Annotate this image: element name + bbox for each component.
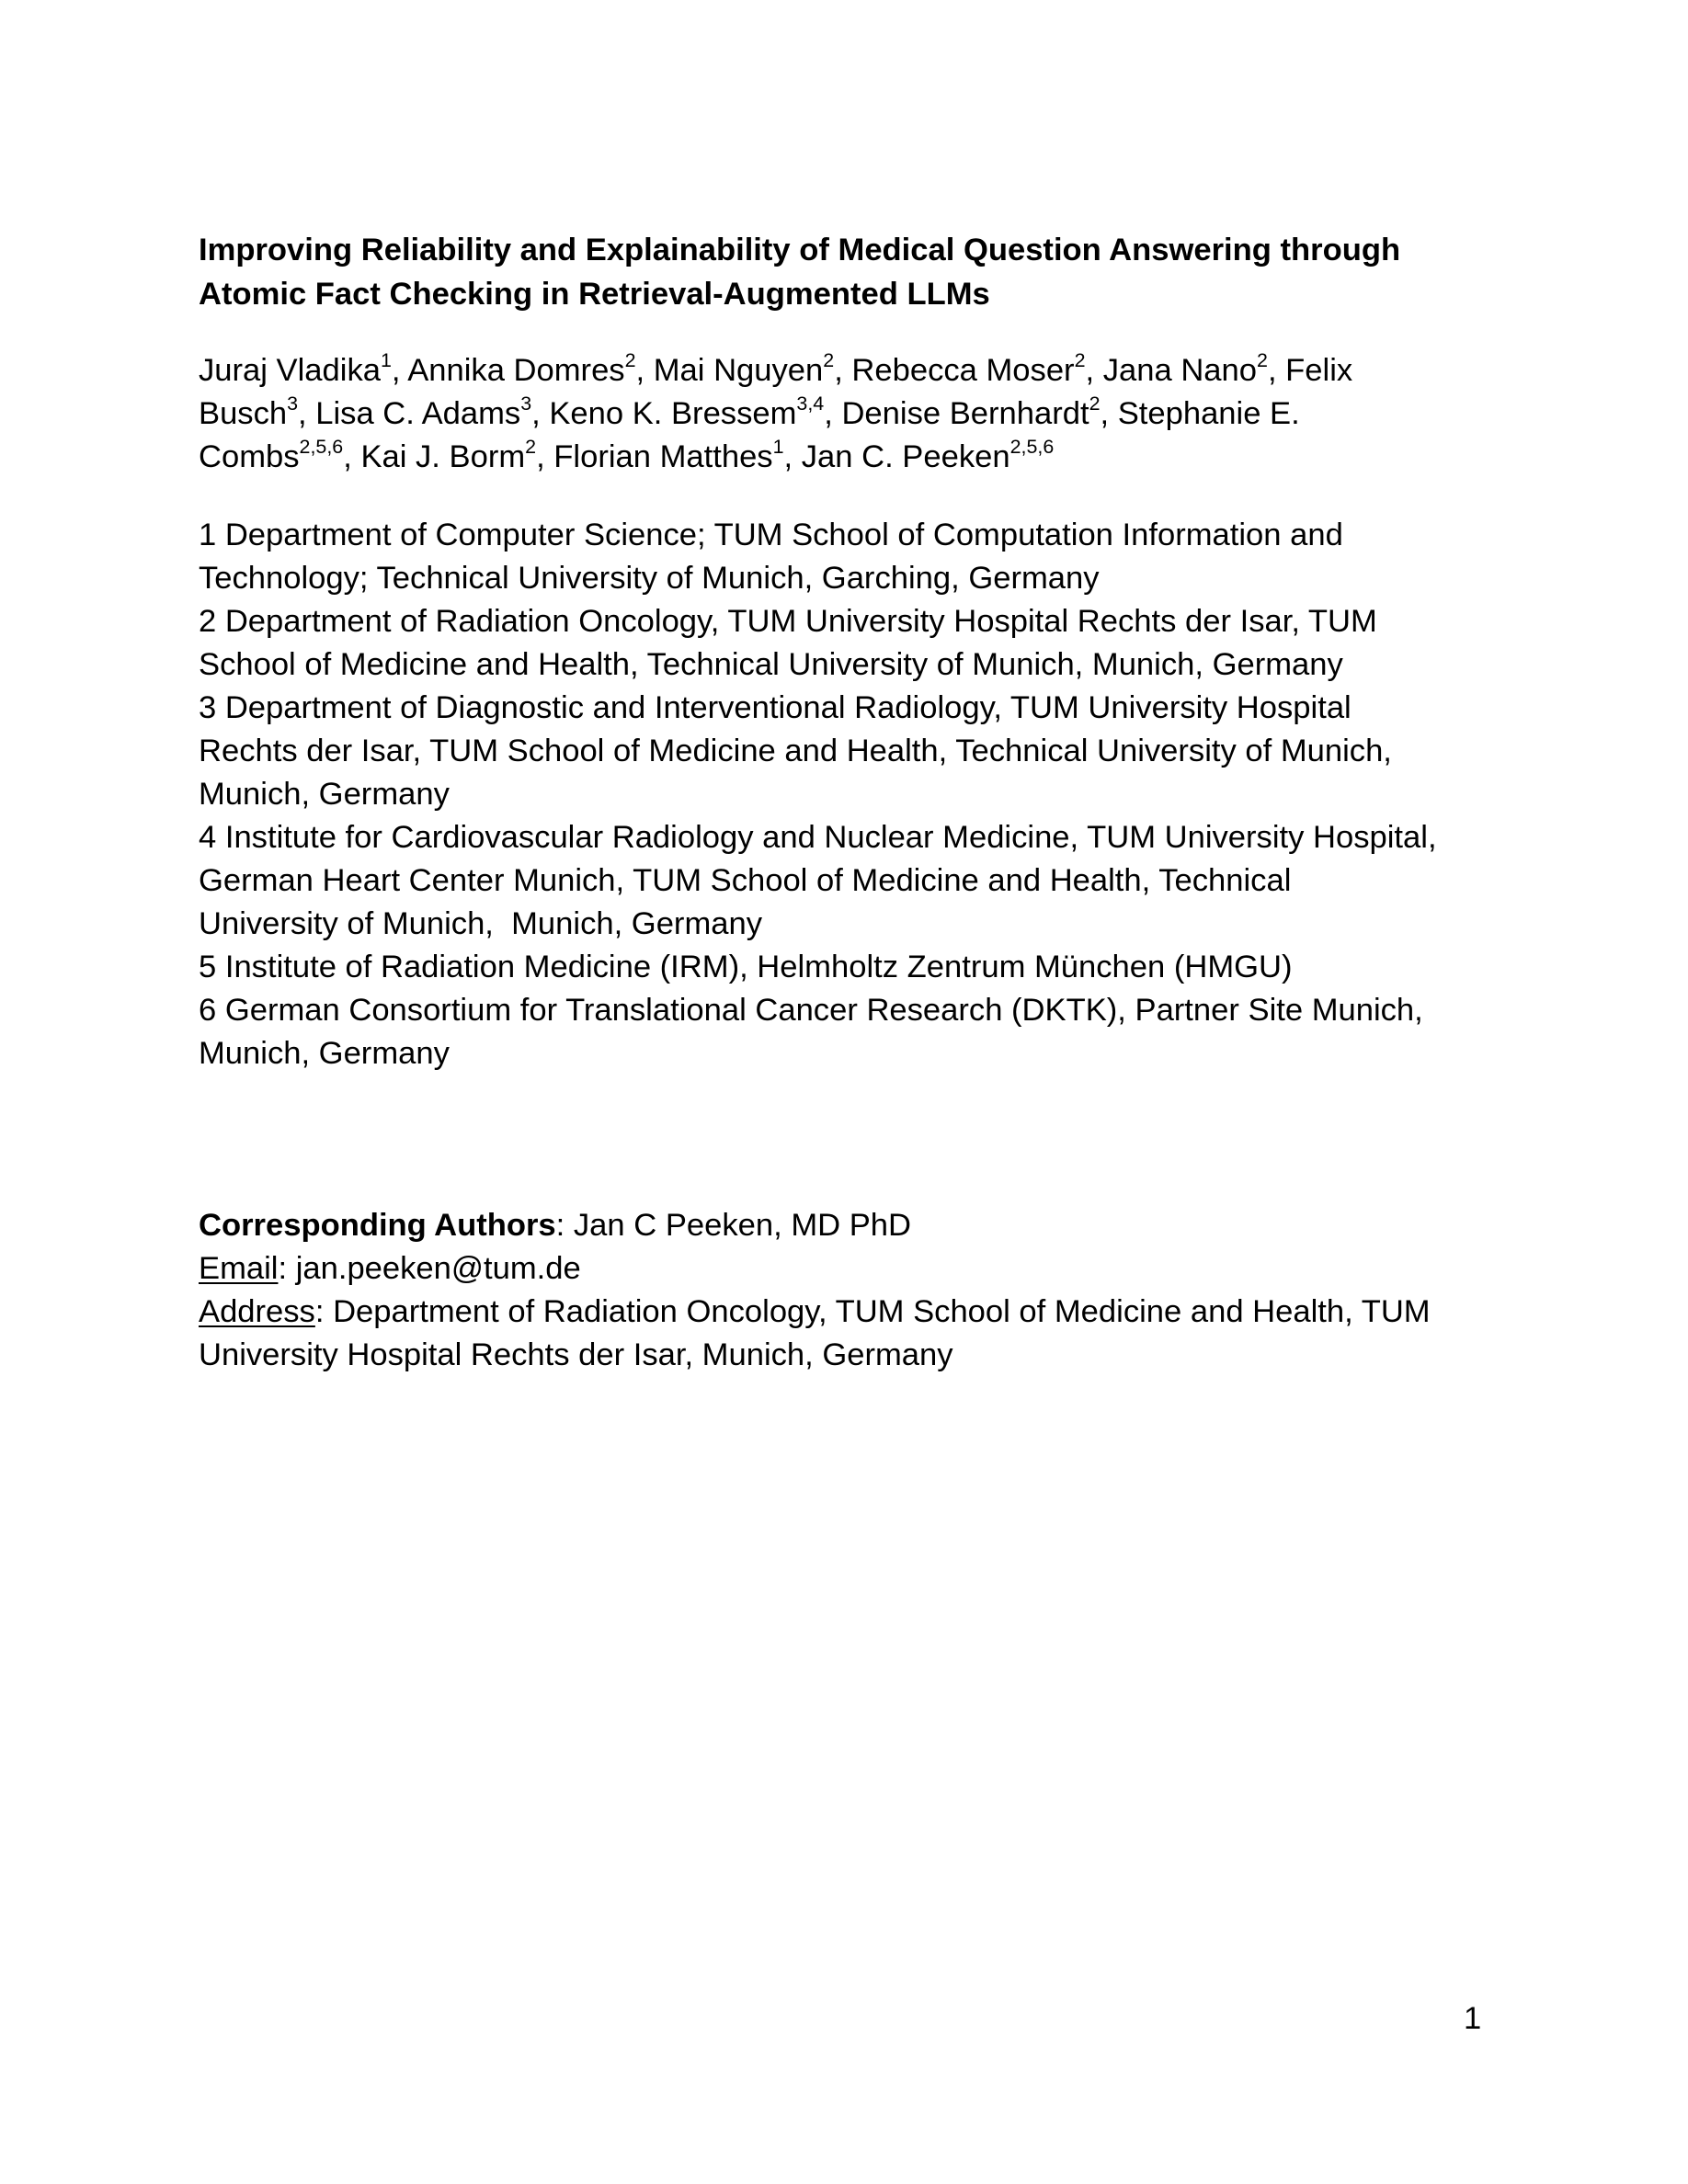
author-affiliation-mark: 2 [1074,348,1086,371]
author-name: Juraj Vladika [199,353,381,388]
separator: , [1085,353,1103,388]
corresponding-author-label: Corresponding Authors [199,1208,556,1243]
affiliation-line: 5 Institute of Radiation Medicine (IRM), Helmholtz Zentrum München (HMGU) [199,950,1293,984]
affiliation-line: School of Medicine and Health, Technical University of Munich, Munich, Germany [199,647,1343,682]
affiliation-2 [199,600,1523,687]
separator: , [783,439,802,474]
affiliation-line: Technology; Technical University of Munich, Garching, Germany [199,561,1100,596]
affiliation-line: Munich, Germany [199,777,450,812]
author-affiliation-mark: 3,4 [796,392,825,415]
affiliation-4 [199,816,1523,946]
author-affiliation-mark: 1 [380,348,392,371]
author-affiliation-mark: 2,5,6 [1009,435,1055,458]
separator: , [536,439,554,474]
author-name: Denise Bernhardt [841,396,1089,431]
address-line [199,1291,1523,1334]
affiliation-line: 2 Department of Radiation Oncology, TUM University Hospital Rechts der Isar, TUM [199,604,1377,639]
paper-title [199,228,1523,316]
affiliation-line: Munich, Germany [199,1036,450,1071]
author-name: Rebecca Moser [851,353,1075,388]
author-affiliation-mark: 2 [823,348,835,371]
author-affiliation-mark: 3 [287,392,299,415]
affiliation-1 [199,514,1523,600]
separator: : [314,1294,334,1329]
author-affiliation-mark: 2 [525,435,537,458]
author-line [199,436,1523,479]
page-number: 1 [1464,2001,1482,2036]
separator: , [1100,396,1118,431]
author-affiliation-mark: 3 [520,392,532,415]
author-affiliation-mark: 2 [1089,392,1101,415]
author-name: Lisa C. Adams [315,396,521,431]
author-name: Mai Nguyen [653,353,824,388]
author-affiliation-mark: 1 [772,435,784,458]
separator: , [824,396,842,431]
affiliation-line: University of Munich, Munich, Germany [199,906,763,941]
separator: , [635,353,654,388]
author-name: Kai J. Borm [360,439,526,474]
affiliation-line: 3 Department of Diagnostic and Interventional Radiology, TUM University Hospital [199,690,1352,725]
author-list [199,349,1523,479]
email-label: Email [199,1251,279,1286]
author-name: Busch [199,396,288,431]
affiliation-5 [199,946,1523,989]
address-text: Department of Radiation Oncology, TUM School of Medicine and Health, TUM [333,1294,1431,1329]
title-line: Improving Reliability and Explainability of Medical Question Answering through [199,233,1401,267]
author-name: Felix [1285,353,1353,388]
address-label: Address [199,1294,315,1329]
corresponding-author-line [199,1204,1523,1247]
email-line [199,1247,1523,1291]
affiliation-line: 1 Department of Computer Science; TUM School of Computation Information and [199,518,1343,552]
separator: , [343,439,361,474]
author-name: Jan C. Peeken [801,439,1010,474]
author-name: Keno K. Bressem [549,396,797,431]
author-name: Combs [199,439,300,474]
author-affiliation-mark: 2,5,6 [299,435,344,458]
separator: , [531,396,550,431]
affiliation-3 [199,687,1523,816]
author-line [199,349,1523,392]
affiliation-list [199,514,1523,1075]
author-name: Florian Matthes [553,439,773,474]
corresponding-author-name: Jan C Peeken, MD PhD [573,1208,911,1243]
separator: , [834,353,852,388]
author-affiliation-mark: 2 [1257,348,1268,371]
separator: , [1267,353,1286,388]
address-line: University Hospital Rechts der Isar, Munich, Germany [199,1337,953,1372]
separator: , [298,396,316,431]
separator: : [555,1208,574,1243]
author-name: Jana Nano [1102,353,1257,388]
affiliation-line: German Heart Center Munich, TUM School of Medicine and Health, Technical [199,863,1292,898]
author-affiliation-mark: 2 [624,348,636,371]
separator: : [278,1251,296,1286]
separator: , [391,353,408,388]
affiliation-line: Rechts der Isar, TUM School of Medicine and Health, Technical University of Munich, [199,734,1392,768]
corresponding-author-section [199,1204,1523,1377]
email-address[interactable]: jan.peeken@tum.de [295,1251,581,1286]
affiliation-6 [199,989,1523,1075]
affiliation-line: 4 Institute for Cardiovascular Radiology and Nuclear Medicine, TUM University Hospital, [199,820,1437,855]
author-name: Annika Domres [407,353,625,388]
affiliation-line: 6 German Consortium for Translational Cancer Research (DKTK), Partner Site Munich, [199,993,1423,1028]
title-line: Atomic Fact Checking in Retrieval-Augmented LLMs [199,277,990,312]
author-line [199,392,1523,436]
author-name: Stephanie E. [1117,396,1300,431]
